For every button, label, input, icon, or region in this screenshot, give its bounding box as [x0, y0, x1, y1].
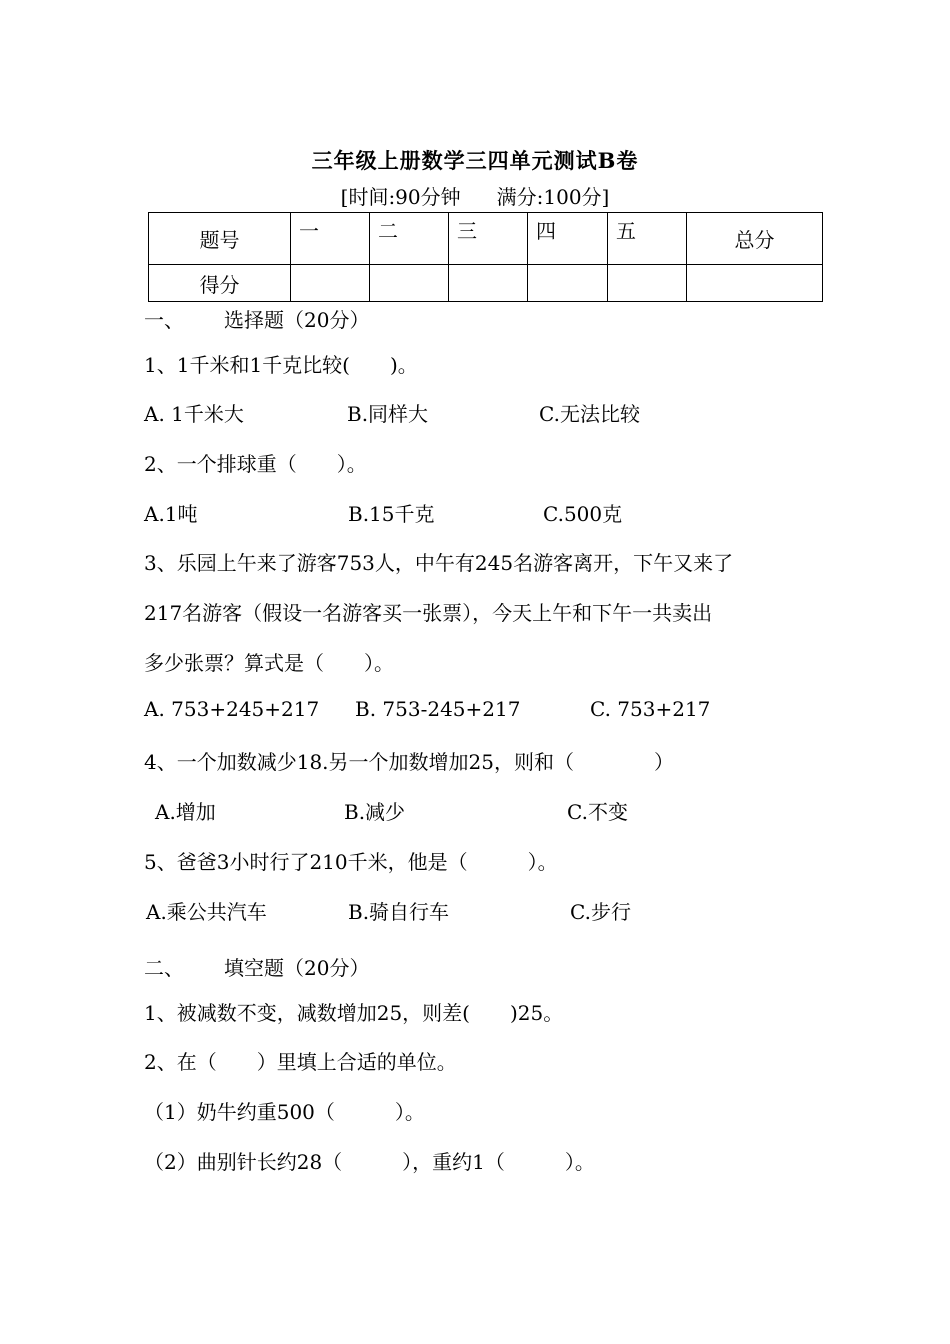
- score-cell-total: 总分: [687, 213, 823, 265]
- score-cell-part2: 二: [370, 213, 449, 265]
- question-3-line-2: 217名游客（假设一名游客买一张票），今天上午和下午一共卖出: [144, 601, 713, 625]
- score-cell-part1: 一: [291, 213, 370, 265]
- question-3-line-3: 多少张票？算式是（ ）。: [144, 651, 394, 675]
- q1-option-c[interactable]: C.无法比较: [539, 402, 640, 426]
- question-1: 1、1千米和1千克比较( )。: [144, 353, 418, 377]
- q2-option-b[interactable]: B.15千克: [348, 502, 435, 526]
- exam-time: [时间:90分钟: [340, 185, 461, 209]
- q3-option-c[interactable]: C. 753+217: [590, 697, 711, 721]
- page-title: 三年级上册数学三四单元测试B卷: [311, 148, 639, 173]
- score-table: [148, 212, 823, 302]
- score-input-2[interactable]: [370, 265, 449, 302]
- q3-option-b[interactable]: B. 753-245+217: [355, 697, 521, 721]
- question-3-line-1: 3、乐园上午来了游客753人，中午有245名游客离开，下午又来了: [144, 551, 734, 575]
- score-cell-part3: 三: [449, 213, 528, 265]
- q2-option-c[interactable]: C.500克: [543, 502, 623, 526]
- section-heading-choice: [144, 304, 369, 333]
- q5-option-b[interactable]: B.骑自行车: [348, 900, 450, 924]
- score-input-1[interactable]: [291, 265, 370, 302]
- score-cell-label: 题号: [149, 213, 291, 265]
- section-number: 二、: [144, 956, 184, 980]
- q4-option-c[interactable]: C.不变: [567, 800, 628, 824]
- score-input-5[interactable]: [608, 265, 687, 302]
- q5-option-c[interactable]: C.步行: [570, 900, 631, 924]
- fill-question-2-sub-2: （2）曲别针长约28（ ），重约1（ ）。: [144, 1150, 595, 1174]
- fill-question-2-sub-1: （1）奶牛约重500（ ）。: [144, 1100, 425, 1124]
- q3-option-a[interactable]: A. 753+245+217: [144, 697, 320, 721]
- q4-option-a[interactable]: A.增加: [155, 800, 216, 824]
- score-cell-part4: 四: [528, 213, 608, 265]
- exam-full-score: 满分:100分]: [496, 185, 610, 209]
- q1-option-a[interactable]: A. 1千米大: [144, 402, 244, 426]
- score-table-score-row: [149, 265, 823, 302]
- score-table-header-row: [149, 213, 823, 265]
- q1-option-b[interactable]: B.同样大: [347, 402, 429, 426]
- question-5: 5、爸爸3小时行了210千米，他是（ ）。: [144, 850, 558, 874]
- section-label: 填空题（20分）: [224, 956, 370, 980]
- q5-option-a[interactable]: A.乘公共汽车: [146, 900, 267, 924]
- question-2: 2、一个排球重（ ）。: [144, 452, 367, 476]
- question-4: 4、一个加数减少18.另一个加数增加25，则和（ ）: [144, 750, 674, 774]
- q4-option-b[interactable]: B.减少: [344, 800, 406, 824]
- score-input-4[interactable]: [528, 265, 608, 302]
- section-label: 选择题（20分）: [224, 308, 370, 332]
- fill-question-1: 1、被减数不变，减数增加25，则差( )25。: [144, 1001, 564, 1025]
- score-row-label: 得分: [149, 265, 291, 302]
- fill-question-2: 2、在（ ）里填上合适的单位。: [144, 1050, 457, 1074]
- section-heading-fill: [144, 952, 369, 981]
- score-cell-part5: 五: [608, 213, 687, 265]
- exam-info: [0, 181, 950, 210]
- score-input-total[interactable]: [687, 265, 823, 302]
- score-input-3[interactable]: [449, 265, 528, 302]
- section-number: 一、: [144, 308, 184, 332]
- q2-option-a[interactable]: A.1吨: [144, 502, 198, 526]
